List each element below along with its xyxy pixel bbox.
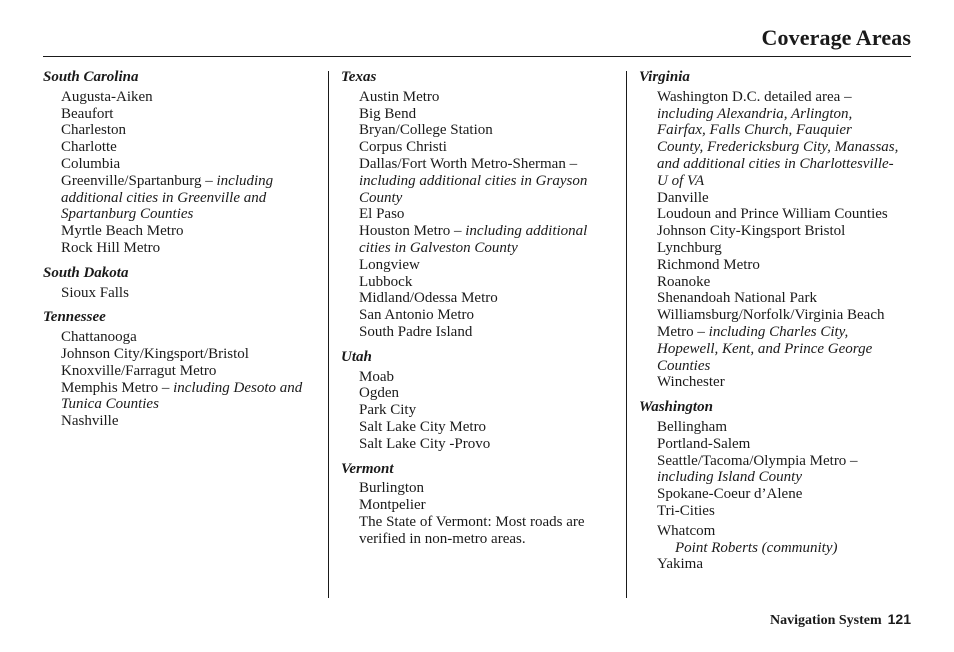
coverage-note: including Desoto and Tunica Counties (61, 379, 303, 413)
page-footer (770, 611, 911, 629)
city-item (341, 206, 617, 223)
city-item (341, 419, 617, 436)
city-name: Winchester (657, 374, 725, 391)
city-item (341, 369, 617, 386)
city-name: Lubbock (359, 273, 413, 290)
state-heading: South Dakota (43, 264, 129, 281)
city-name: Midland/Odessa Metro (359, 290, 498, 307)
city-name: Burlington (359, 480, 425, 497)
city-name: Chattanooga (61, 329, 137, 346)
city-item (341, 223, 617, 257)
city-name: Knoxville/Farragut Metro (61, 362, 217, 379)
coverage-note: including Island County (657, 469, 802, 486)
city-item (43, 139, 313, 156)
state-heading: South Carolina (43, 69, 139, 85)
city-name: Dallas/Fort Worth Metro-Sherman – (359, 155, 578, 172)
city-name: Greenville/Spartanburg – (61, 172, 217, 189)
city-name: Lynchburg (657, 239, 722, 256)
page-number: 121 (887, 611, 911, 627)
city-item (43, 240, 313, 257)
city-item (43, 413, 313, 430)
coverage-note: including additional cities in Greenville and Spartanburg Counties (61, 172, 274, 223)
city-item (639, 290, 901, 307)
city-item (341, 139, 617, 156)
city-name: Williamsburg/Norfolk/Virginia Beach Metro – (657, 307, 885, 340)
city-name: El Paso (359, 206, 405, 223)
city-item (639, 436, 901, 453)
city-item (639, 274, 901, 291)
city-item (341, 385, 617, 402)
city-name: Loudoun and Prince William Counties (657, 206, 888, 223)
city-item (341, 156, 617, 206)
coverage-note: including additional cities in Grayson County (359, 172, 588, 206)
city-name: Seattle/Tacoma/Olympia Metro – (657, 452, 858, 469)
city-item (639, 419, 901, 436)
city-name: Sioux Falls (61, 284, 129, 301)
state-heading: Texas (341, 69, 377, 85)
city-item (43, 173, 313, 223)
header-rule (43, 56, 911, 57)
city-name: Bellingham (657, 418, 727, 435)
footer-section: Navigation System (770, 613, 882, 628)
column-divider (328, 71, 329, 598)
coverage-note: including Charles City, Hopewell, Kent, and Prince George Counties (657, 323, 873, 374)
city-item (341, 257, 617, 274)
city-name: Danville (657, 189, 709, 206)
state-heading: Vermont (341, 460, 394, 477)
city-name: Columbia (61, 155, 121, 172)
page-title: Coverage Areas (761, 25, 911, 50)
city-item (43, 106, 313, 123)
city-name: Shenandoah National Park (657, 290, 817, 307)
city-name: Salt Lake City Metro (359, 418, 487, 435)
column-2 (341, 69, 617, 548)
city-item (43, 329, 313, 346)
city-name: Beaufort (61, 105, 114, 122)
city-item (639, 307, 901, 374)
city-name: Houston Metro – (359, 223, 466, 240)
city-item (639, 89, 901, 190)
city-item (43, 223, 313, 240)
city-item (341, 89, 617, 106)
city-item (43, 285, 313, 302)
sub-area-item (639, 540, 901, 557)
city-name: Corpus Christi (359, 139, 447, 156)
city-item (639, 190, 901, 207)
city-item (639, 486, 901, 503)
city-name: Charleston (61, 122, 126, 139)
city-name: Whatcom (657, 522, 716, 539)
city-item (341, 106, 617, 123)
city-item (639, 223, 901, 240)
city-name: Roanoke (657, 273, 711, 290)
city-name: Austin Metro (359, 88, 440, 105)
column-1 (43, 69, 313, 430)
city-name: South Padre Island (359, 323, 473, 340)
city-name: Yakima (657, 556, 703, 573)
city-item (341, 480, 617, 497)
city-name: Big Bend (359, 105, 417, 122)
city-item (43, 380, 313, 414)
city-name: Park City (359, 402, 417, 419)
city-item (341, 122, 617, 139)
city-name: Myrtle Beach Metro (61, 223, 184, 240)
column-3 (639, 69, 901, 573)
city-name: Spokane-Coeur d’Alene (657, 486, 803, 503)
city-item (341, 514, 617, 548)
city-item (639, 523, 901, 540)
city-item (43, 346, 313, 363)
city-name: Charlotte (61, 139, 117, 156)
city-name: Johnson City-Kingsport Bristol (657, 223, 846, 240)
city-name: The State of Vermont: Most roads are verified in non-metro areas. (359, 513, 585, 547)
city-name: Salt Lake City -Provo (359, 435, 491, 452)
city-name: Ogden (359, 385, 399, 402)
city-item (43, 89, 313, 106)
city-name: Rock Hill Metro (61, 239, 161, 256)
city-name: Augusta-Aiken (61, 88, 153, 105)
city-name: Montpelier (359, 497, 426, 514)
city-name: Memphis Metro – (61, 379, 174, 396)
city-item (341, 324, 617, 341)
city-item (639, 240, 901, 257)
city-item (639, 453, 901, 487)
city-item (341, 436, 617, 453)
coverage-note: including additional cities in Galveston County (359, 223, 588, 256)
city-name: Bryan/College Station (359, 122, 493, 139)
state-heading: Virginia (639, 69, 690, 85)
coverage-note: including Alexandria, Arlington, Fairfax, Falls Church, Fauquier County, Fredericksburg City, Manassas, and additional cities in Charlottesville-U of VA (657, 105, 899, 189)
city-item (639, 503, 901, 520)
city-name: Longview (359, 256, 420, 273)
city-name: Portland-Salem (657, 435, 751, 452)
city-item (639, 374, 901, 391)
city-item (341, 497, 617, 514)
city-item (43, 156, 313, 173)
city-item (341, 290, 617, 307)
city-name: Tri-Cities (657, 502, 715, 519)
state-heading: Tennessee (43, 309, 106, 326)
city-item (341, 307, 617, 324)
city-name: Moab (359, 368, 394, 385)
city-item (43, 363, 313, 380)
city-item (341, 402, 617, 419)
state-heading: Washington (639, 399, 713, 416)
city-item (639, 556, 901, 573)
city-name: San Antonio Metro (359, 307, 474, 324)
column-divider (626, 71, 627, 598)
state-heading: Utah (341, 348, 372, 365)
city-name: Johnson City/Kingsport/Bristol (61, 345, 249, 362)
city-item (639, 257, 901, 274)
city-name: Point Roberts (community) (675, 539, 838, 556)
city-name: Richmond Metro (657, 256, 760, 273)
city-name: Washington D.C. detailed area – (657, 88, 852, 105)
city-item (639, 206, 901, 223)
city-item (341, 274, 617, 291)
city-item (43, 122, 313, 139)
city-name: Nashville (61, 413, 119, 430)
